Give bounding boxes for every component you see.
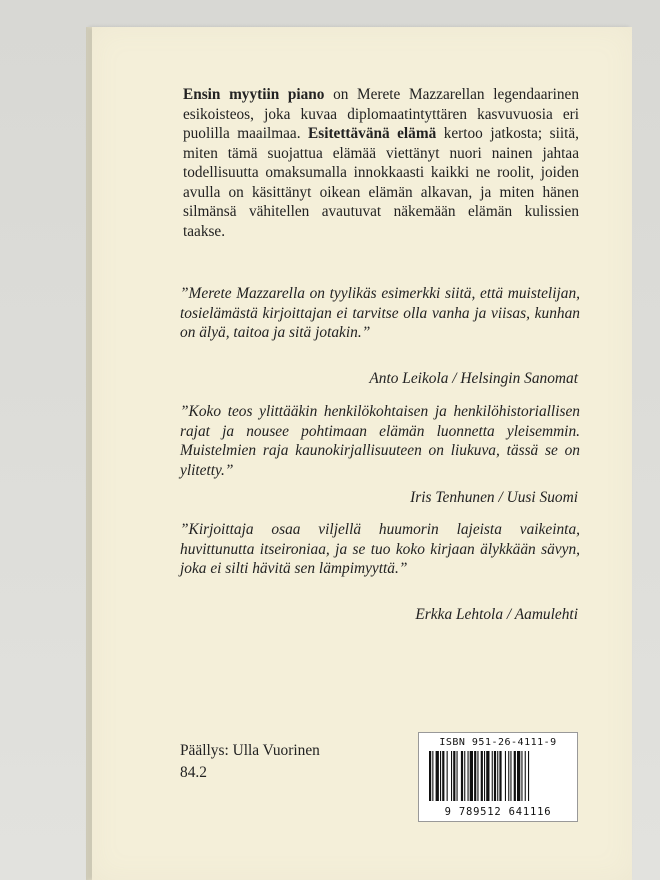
blurb-paragraph [183, 85, 579, 241]
isbn-label: ISBN 951-26-4111-9 [439, 737, 557, 748]
review-attribution-2: Iris Tenhunen / Uusi Suomi [410, 489, 578, 506]
cover-credit: Päällys: Ulla Vuorinen [180, 742, 320, 759]
blurb-text-2: kertoo jatkosta; siitä, miten tämä suojattua elämää viettänyt nuori nainen jahtaa todellisuutta omaksumalla innokkaasti kaikki ne roolit, joiden avulla on käsittänyt oikean elämän alkavan, ja miten hänen silmänsä vähitellen avautuvat näkemään elämän kulissien taakse. [183, 125, 579, 240]
review-attribution-3: Erkka Lehtola / Aamulehti [415, 606, 578, 623]
classification-code: 84.2 [180, 764, 207, 781]
blurb-text-1: on Merete Mazzarellan legendaarinen esikoisteos, joka kuvaa diplomaatintyttären kasvuvuosia eri puolilla maailmaa. [183, 86, 579, 142]
blurb-title-1: Ensin myytiin piano [183, 86, 325, 103]
review-quote-3: ”Kirjoittaja osaa viljellä huumorin lajeista vaikeinta, huvittunutta itseironiaa, ja se tuo koko kirjaan älykkään sävyn, joka ei silti hävitä sen lämpimyyttä.” [180, 521, 580, 577]
review-quote-1: ”Merete Mazzarella on tyylikäs esimerkki siitä, että muistelijan, tosielämästä kirjoittajan ei tarvitse olla vanha ja viisas, kunhan on älyä, taitoa ja sitä jotakin.” [180, 285, 580, 341]
blurb-title-2: Esitettävänä elämä [308, 125, 437, 142]
barcode-bars [429, 751, 567, 801]
review-attribution-1: Anto Leikola / Helsingin Sanomat [369, 370, 578, 387]
barcode-digits: 9 789512 641116 [444, 806, 552, 818]
isbn-barcode [418, 732, 578, 822]
review-quote-2: ”Koko teos ylittääkin henkilökohtaisen ja henkilöhistoriallisen rajat ja nousee pohtimaan elämän luonnetta yleisemmin. Muistelmien raja kaunokirjallisuuteen on liukuva, tässä se on ylitetty.” [180, 403, 580, 479]
